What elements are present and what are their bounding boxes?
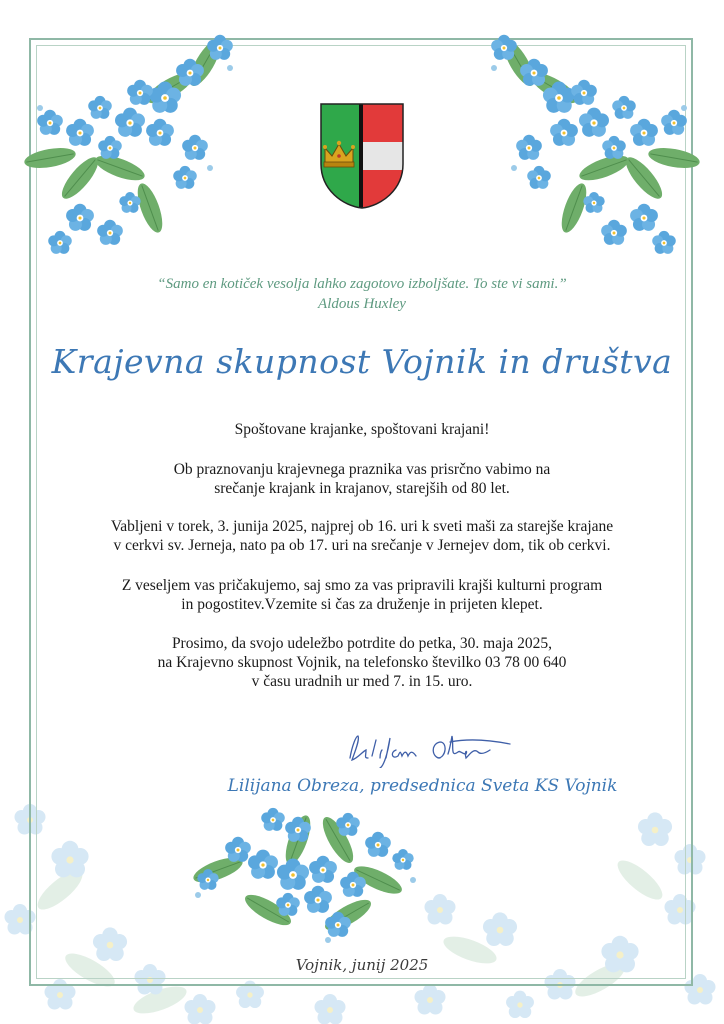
text-line: v cerkvi sv. Jerneja, nato pa ob 17. uri na srečanje v Jernejev dom, tik ob cerkvi. (113, 537, 611, 554)
paragraph-program (60, 576, 664, 614)
handwritten-signature (340, 728, 540, 768)
text-line: Z veseljem vas pričakujemo, saj smo za vas pripravili krajši kulturni program (121, 577, 603, 594)
text-line: na Krajevno skupnost Vojnik, na telefonsko številko 03 78 00 640 (157, 654, 567, 671)
greeting: Spoštovane krajanke, spoštovani krajani! (234, 421, 490, 438)
text-line: v času uradnih ur med 7. in 15. uro. (251, 673, 473, 690)
top-left-floral (20, 18, 250, 258)
top-right-floral (474, 18, 704, 258)
paragraph-schedule (60, 517, 664, 555)
text-line: Prosimo, da svojo udeležbo potrdite do petka, 30. maja 2025, (171, 635, 553, 652)
bottom-center-floral (178, 800, 426, 950)
text-line: srečanje krajank in krajanov, starejših od 80 let. (214, 480, 510, 497)
text-line: Ob praznovanju krajevnega praznika vas prisrčno vabimo na (173, 461, 551, 478)
signer-name: Lilijana Obreza, predsednica Sveta KS Vojnik (227, 776, 618, 796)
coat-of-arms-icon (319, 102, 405, 210)
place-and-date: Vojnik, junij 2025 (295, 956, 429, 974)
page-title: Krajevna skupnost Vojnik in društva (51, 342, 673, 381)
text-line: Vabljeni v torek, 3. junija 2025, najprej ob 16. uri k sveti maši za starejše krajane (110, 518, 614, 535)
text-line: in pogostitev.Vzemite si čas za druženje in prijeten klepet. (181, 596, 543, 613)
quote-text: “Samo en kotiček vesolja lahko zagotovo izboljšate. To ste vi sami.” (157, 276, 567, 292)
paragraph-rsvp (60, 634, 664, 691)
paragraph-invitation (60, 460, 664, 498)
quote-author: Aldous Huxley (318, 296, 406, 312)
